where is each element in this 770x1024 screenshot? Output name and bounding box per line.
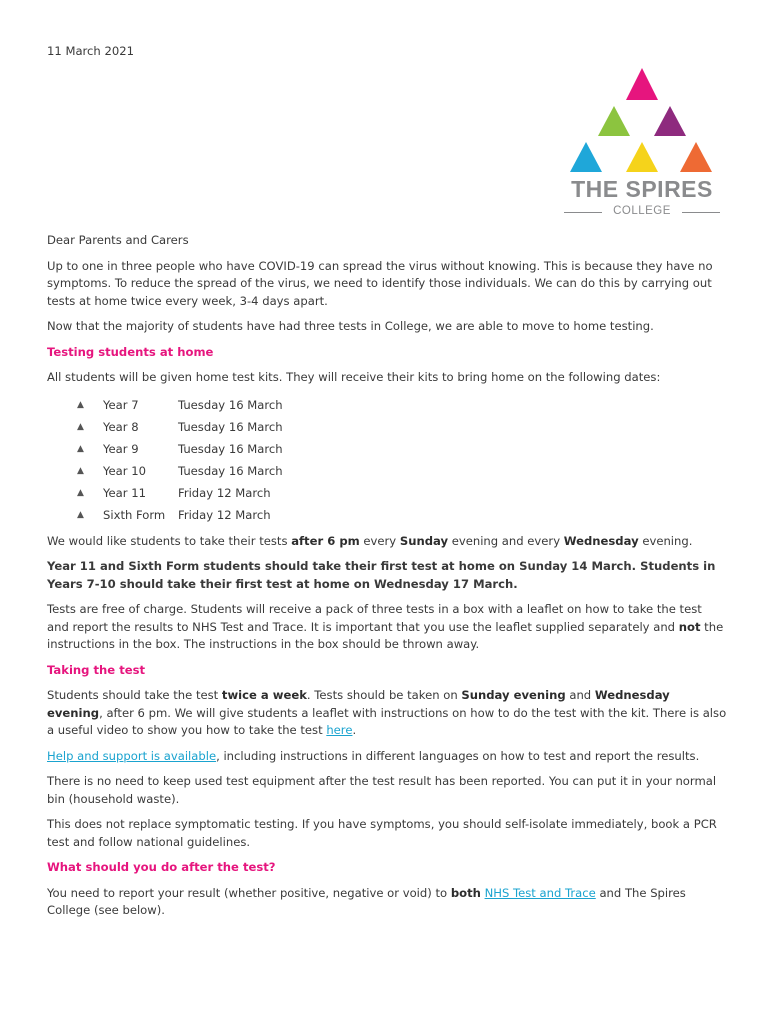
emphasis: after 6 pm	[291, 533, 360, 548]
intro-paragraph-2: Now that the majority of students have had three tests in College, we are able to move to home testing.	[47, 319, 654, 333]
kit-date: Tuesday 16 March	[178, 397, 283, 412]
heading-after-the-test: What should you do after the test?	[47, 860, 276, 874]
emphasis: Sunday evening	[461, 688, 566, 702]
text-run: evening and every	[448, 533, 564, 548]
logo-divider-right	[682, 212, 720, 213]
logo-triangle-green	[598, 106, 630, 136]
year-label: Year 11	[103, 485, 146, 500]
text-run: We would like students to take their tests	[47, 533, 292, 548]
test-timing-paragraph	[47, 533, 727, 551]
logo-triangle-orange	[680, 142, 712, 172]
twice-a-week-paragraph	[47, 687, 727, 740]
list-item	[47, 439, 727, 461]
triangle-bullet-icon: ▲	[77, 421, 84, 432]
year-label: Year 7	[103, 397, 139, 412]
emphasis: Sunday	[399, 533, 449, 548]
text-run: the instructions in the box. The instructions in the box should be thrown away.	[47, 619, 724, 651]
help-paragraph	[47, 748, 727, 766]
emphasis: twice a week	[221, 688, 307, 702]
college-logo	[560, 66, 724, 220]
emphasis: Wednesday evening	[47, 688, 670, 720]
triangle-bullet-icon: ▲	[77, 399, 84, 410]
year-label: Year 10	[103, 463, 146, 478]
video-here-link[interactable]: here	[326, 723, 353, 737]
list-item	[47, 395, 727, 417]
logo-subtitle: COLLEGE	[613, 205, 671, 217]
year-label: Year 9	[103, 441, 139, 456]
emphasis: both	[450, 885, 481, 900]
heading-testing-at-home: Testing students at home	[47, 344, 214, 359]
free-of-charge-paragraph	[47, 601, 727, 654]
list-item	[47, 483, 727, 505]
help-support-link[interactable]: Help and support is available	[47, 748, 217, 763]
disposal-paragraph: There is no need to keep used test equipment after the test result has been reported. You can put it in your normal bin (household waste).	[47, 774, 717, 806]
text-run: , including instructions in different languages on how to test and report the results.	[216, 748, 700, 763]
text-run: every	[359, 533, 400, 548]
intro-paragraph: Up to one in three people who have COVID-19 can spread the virus without knowing. This is because they have no symptoms. To reduce the spread of the virus, we need to identify those individuals. We can do this by carrying out tests at home twice every week, 3-4 days apart.	[47, 258, 713, 308]
text-run: You need to report your result (whether positive, negative or void) to	[47, 885, 451, 900]
text-run: .	[352, 723, 357, 737]
symptomatic-paragraph: This does not replace symptomatic testing. If you have symptoms, you should self-isolate immediately, book a PCR test and follow national guidelines.	[47, 817, 717, 849]
year-label: Year 8	[103, 419, 139, 434]
logo-triangle-blue	[570, 142, 602, 172]
text-run: Students should take the test	[47, 688, 222, 702]
kit-date: Tuesday 16 March	[178, 463, 283, 478]
list-item	[47, 417, 727, 439]
triangle-bullet-icon: ▲	[77, 465, 84, 476]
list-item	[47, 461, 727, 483]
greeting: Dear Parents and Carers	[47, 233, 189, 247]
text-run: and The Spires College (see below).	[47, 885, 686, 917]
text-run: , after 6 pm. We will give students a leaflet with instructions on how to do the test with the kit. There is also a useful video to show you how to take the test	[47, 705, 727, 737]
year-label: Sixth Form	[103, 507, 166, 522]
text-run: . Tests should be taken on	[306, 688, 462, 702]
kit-date: Friday 12 March	[178, 507, 271, 522]
text-run: Tests are free of charge. Students will receive a pack of three tests in a box with a leaflet on how to take the test and report the results to NHS Test and Trace. It is important that you use the leaflet supplied separately and	[47, 602, 702, 634]
kits-lead: All students will be given home test kits. They will receive their kits to bring home on the following dates:	[47, 370, 661, 384]
kit-date: Tuesday 16 March	[178, 441, 283, 456]
heading-taking-the-test: Taking the test	[47, 662, 146, 677]
letter-body	[47, 232, 727, 928]
nhs-test-and-trace-link[interactable]: NHS Test and Trace	[484, 885, 596, 900]
letter-date: 11 March 2021	[47, 44, 134, 58]
emphasis: Wednesday	[563, 533, 639, 548]
report-result-paragraph	[47, 885, 727, 920]
triangle-bullet-icon: ▲	[77, 443, 84, 454]
kit-date: Tuesday 16 March	[178, 419, 283, 434]
first-test-paragraph: Year 11 and Sixth Form students should take their first test at home on Sunday 14 March. Students in Years 7-10 should take their first test at home on Wednesday 17 March.	[47, 559, 716, 591]
logo-title: THE SPIRES	[571, 176, 713, 202]
triangle-bullet-icon: ▲	[77, 509, 84, 520]
text-run: evening.	[638, 533, 693, 548]
logo-triangles-icon	[560, 66, 724, 176]
emphasis: not	[678, 619, 701, 634]
triangle-bullet-icon: ▲	[77, 487, 84, 498]
kit-date: Friday 12 March	[178, 485, 271, 500]
logo-triangle-top	[626, 68, 658, 100]
text-run: and	[565, 688, 595, 702]
kit-dates-list	[47, 395, 727, 527]
logo-triangle-purple	[654, 106, 686, 136]
logo-triangle-yellow	[626, 142, 658, 172]
list-item	[47, 505, 727, 527]
